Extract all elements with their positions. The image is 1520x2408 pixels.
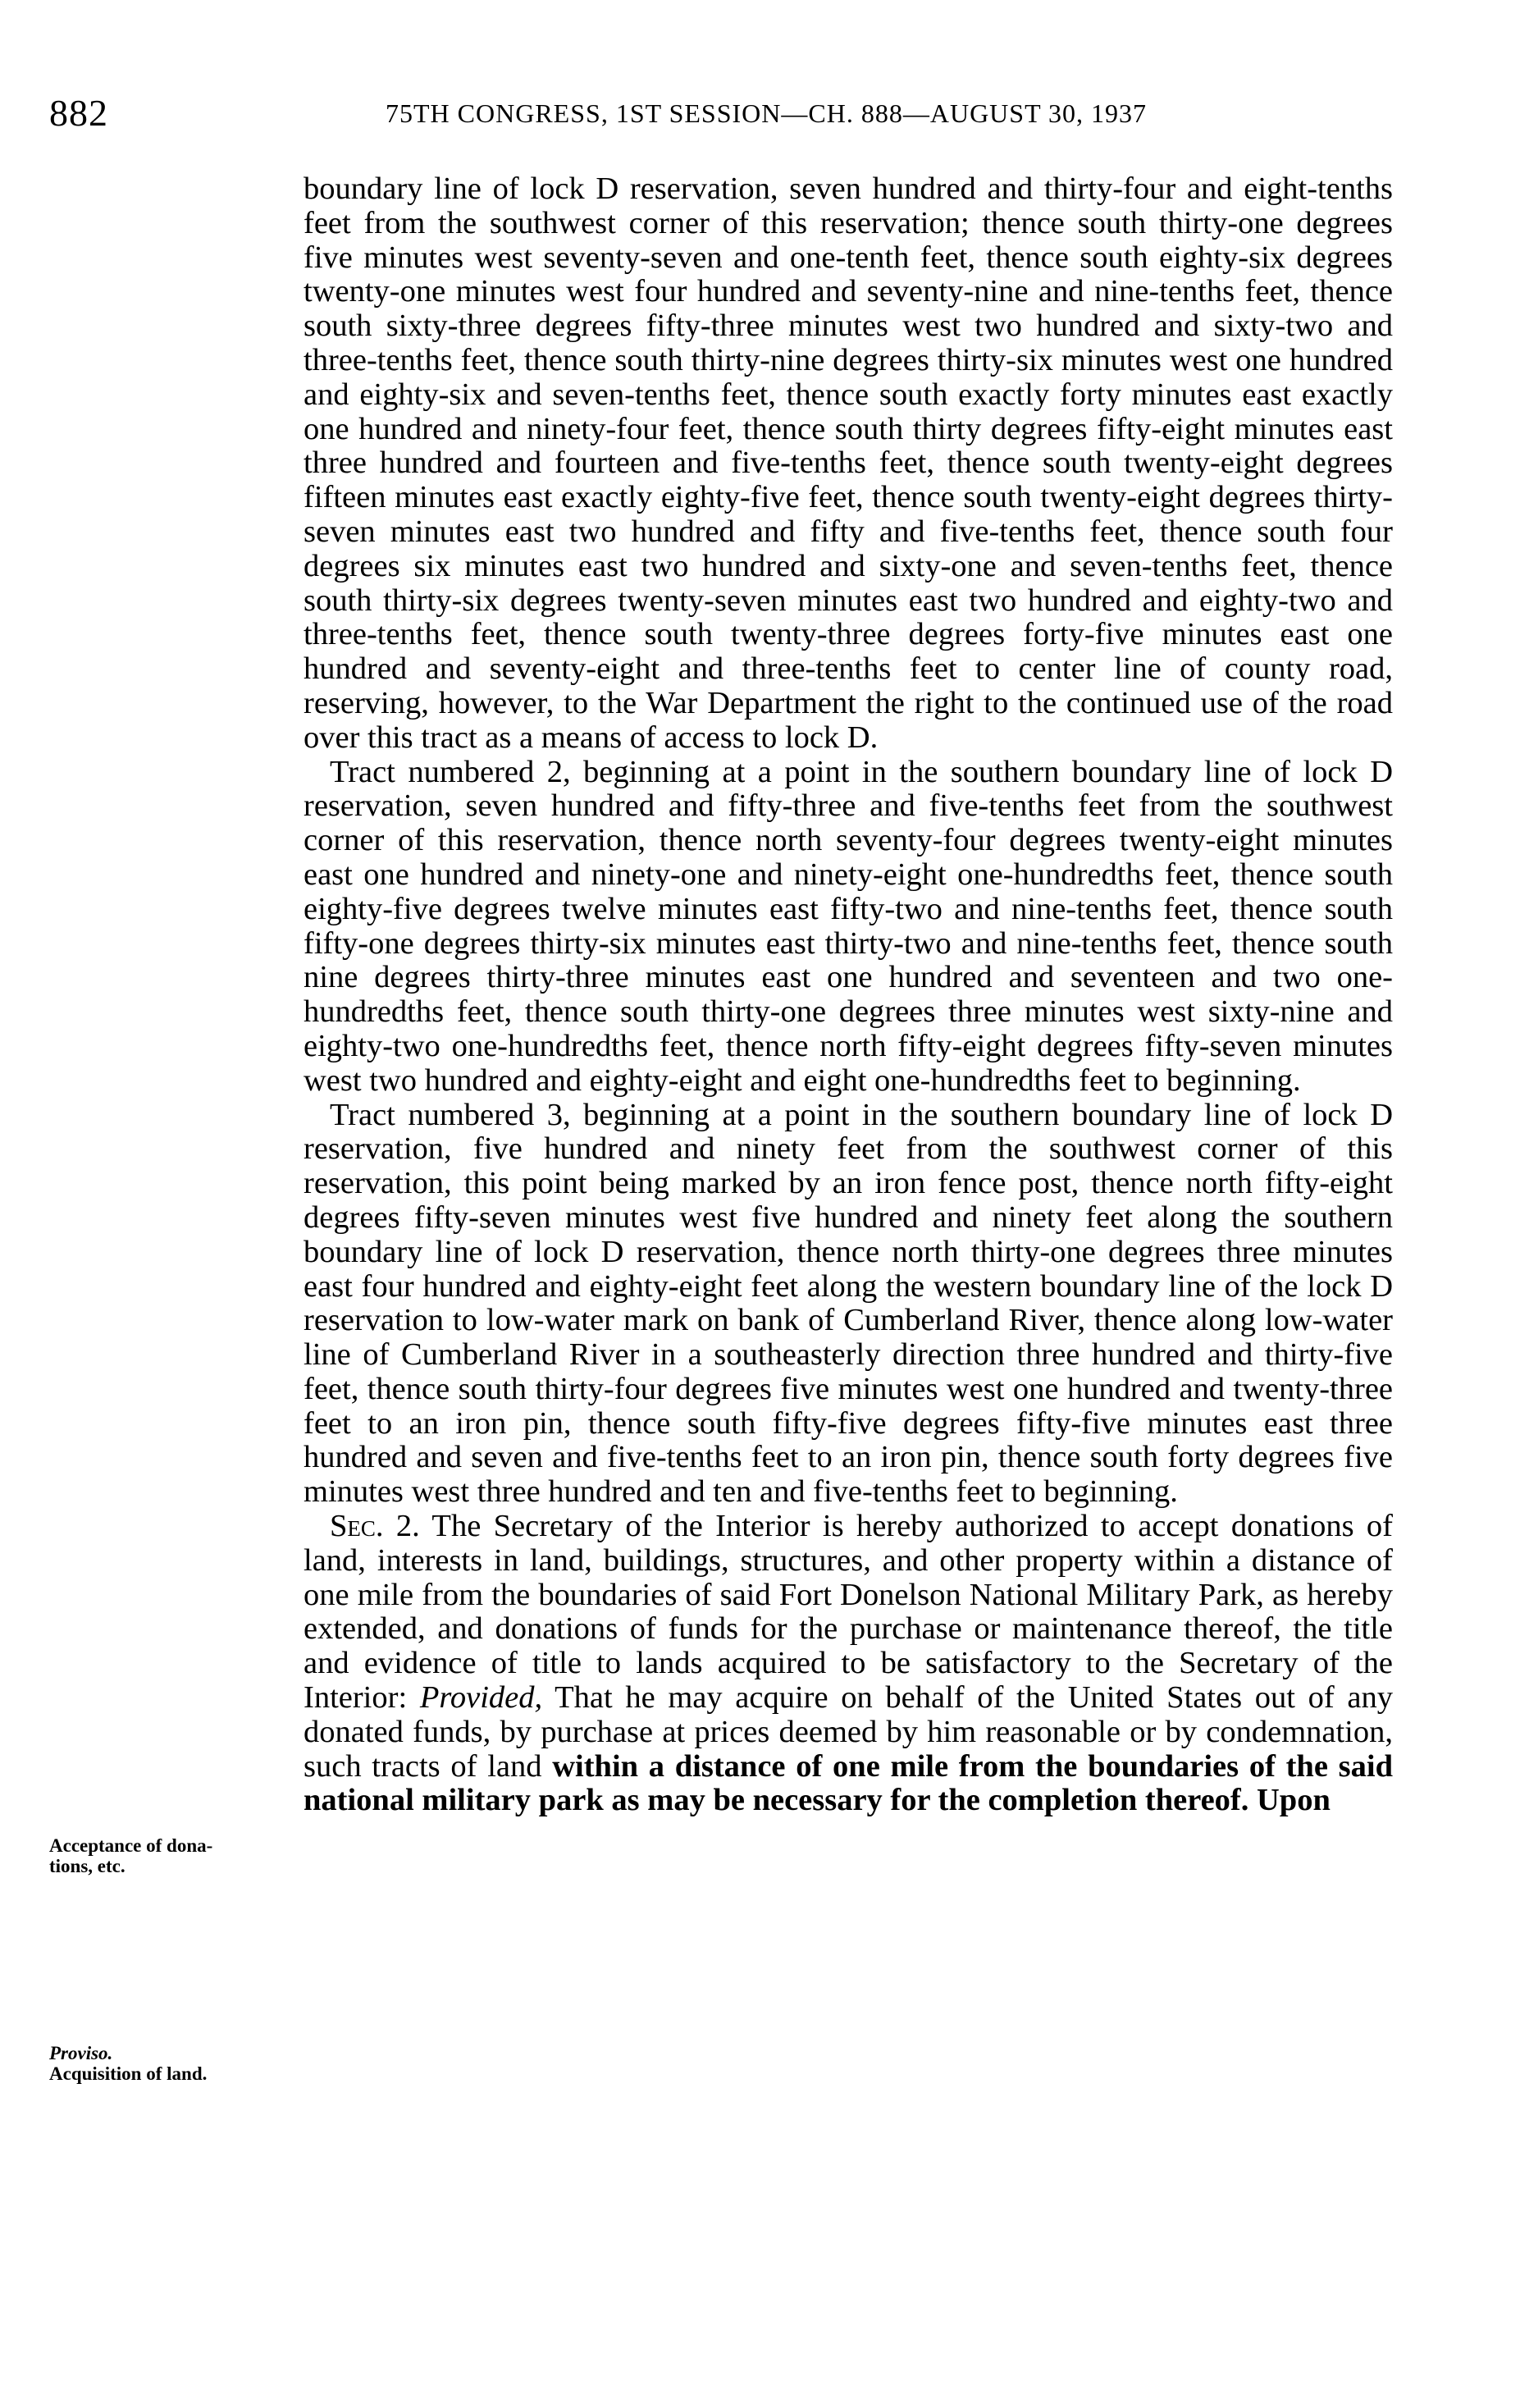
running-head-date: AUGUST 30, 1937 <box>929 98 1148 128</box>
section-2-text-a: The Secretary of the Interior is hereby authorized to accept donations of land, interests in land, buildings, structures, and other property within a distance of one mile from the boundaries of said Fort Donelson National Military Park, as hereby extended, and donations of funds for the purchase or maintenance thereof, the title and evidence of title to lands acquired to be satisfactory to the Secretary of the Interior: <box>304 1509 1393 1716</box>
section-2-provided: Provided, <box>419 1680 543 1716</box>
section-2-text-bold: within a distance of one mile from the boundaries of the said national military park as may be necessary for the completion thereof. Upon <box>304 1748 1393 1818</box>
margin-note-acceptance-line1: Acceptance of dona- <box>49 1835 213 1856</box>
margin-note-acceptance <box>49 1835 287 1876</box>
paragraph-tract-3: Tract numbered 3, beginning at a point in the southern boundary line of lock D reservation, five hundred and ninety feet from the southwest corner of this reservation, this point being marked by an iron fence post, thence north fifty-eight degrees fifty-seven minutes west five hundred and ninety feet along the southern boundary line of lock D reservation, thence north thirty-one degrees three minutes east four hundred and eighty-eight feet along the western boundary line of the lock D reservation to low-water mark on bank of Cumberland River, thence along low-water line of Cumberland River in a southeasterly direction three hundred and thirty-five feet, thence south thirty-four degrees five minutes west one hundred and twenty-three feet to an iron pin, thence south fifty-five degrees fifty-five minutes east three hundred and seven and five-tenths feet to an iron pin, thence south forty degrees five minutes west three hundred and ten and five-tenths feet to beginning. <box>304 1097 1393 1510</box>
margin-note-proviso-text: Acquisition of land. <box>49 2063 208 2084</box>
running-head: 75TH CONGRESS, 1ST SESSION—CH. 888—AUGUST 30, 1937 <box>386 98 1148 128</box>
body-text <box>304 172 1393 1818</box>
running-head-chapter: CH. 888 <box>808 98 903 128</box>
margin-note-proviso-label: Proviso. <box>49 2043 113 2063</box>
paragraph-section-2 <box>304 1510 1393 1818</box>
margin-note-proviso <box>49 2043 287 2084</box>
section-2-text-b: That he may acquire on behalf of the United States out of any donated funds, by purchase at prices deemed by him reasonable or by condemnation, such tracts of land <box>304 1680 1393 1784</box>
section-2-label: Sec. 2. <box>330 1509 420 1544</box>
running-head-congress: 75TH CONGRESS, 1ST SESSION <box>386 98 782 128</box>
paragraph-tract-1-continued: boundary line of lock D reservation, seven hundred and thirty-four and eight-tenths feet from the southwest corner of this reservation; thence south thirty-one degrees five minutes west seventy-seven and one-tenth feet, thence south eighty-six degrees twenty-one minutes west four hundred and seventy-nine and nine-tenths feet, thence south sixty-three degrees fifty-three minutes west two hundred and sixty-two and three-tenths feet, thence south thirty-nine degrees thirty-six minutes west one hundred and eighty-six and seven-tenths feet, thence south exactly forty minutes east exactly one hundred and ninety-four feet, thence south thirty degrees fifty-eight minutes east three hundred and fourteen and five-tenths feet, thence south twenty-eight degrees fifteen minutes east exactly eighty-five feet, thence south twenty-eight degrees thirty-seven minutes east two hundred and fifty and five-tenths feet, thence south four degrees six minutes east two hundred and sixty-one and seven-tenths feet, thence south thirty-six degrees twenty-seven minutes east two hundred and eighty-two and three-tenths feet, thence south twenty-three degrees forty-five minutes east one hundred and seventy-eight and three-tenths feet to center line of county road, reserving, however, to the War Department the right to the continued use of the road over this tract as a means of access to lock D. <box>304 171 1393 755</box>
margin-note-acceptance-line2: tions, etc. <box>49 1856 126 1876</box>
paragraph-tract-2: Tract numbered 2, beginning at a point in the southern boundary line of lock D reservation, seven hundred and fifty-three and five-tenths feet from the southwest corner of this reservation, thence north seventy-four degrees twenty-eight minutes east one hundred and ninety-one and ninety-eight one-hundredths feet, thence south eighty-five degrees twelve minutes east fifty-two and nine-tenths feet, thence south fifty-one degrees thirty-six minutes east thirty-two and nine-tenths feet, thence south nine degrees thirty-three minutes east one hundred and seventeen and two one-hundredths feet, thence south thirty-one degrees three minutes west sixty-nine and eighty-two one-hundredths feet, thence north fifty-eight degrees fifty-seven minutes west two hundred and eighty-eight and eight one-hundredths feet to beginning. <box>304 754 1393 1098</box>
page-number: 882 <box>49 92 108 134</box>
